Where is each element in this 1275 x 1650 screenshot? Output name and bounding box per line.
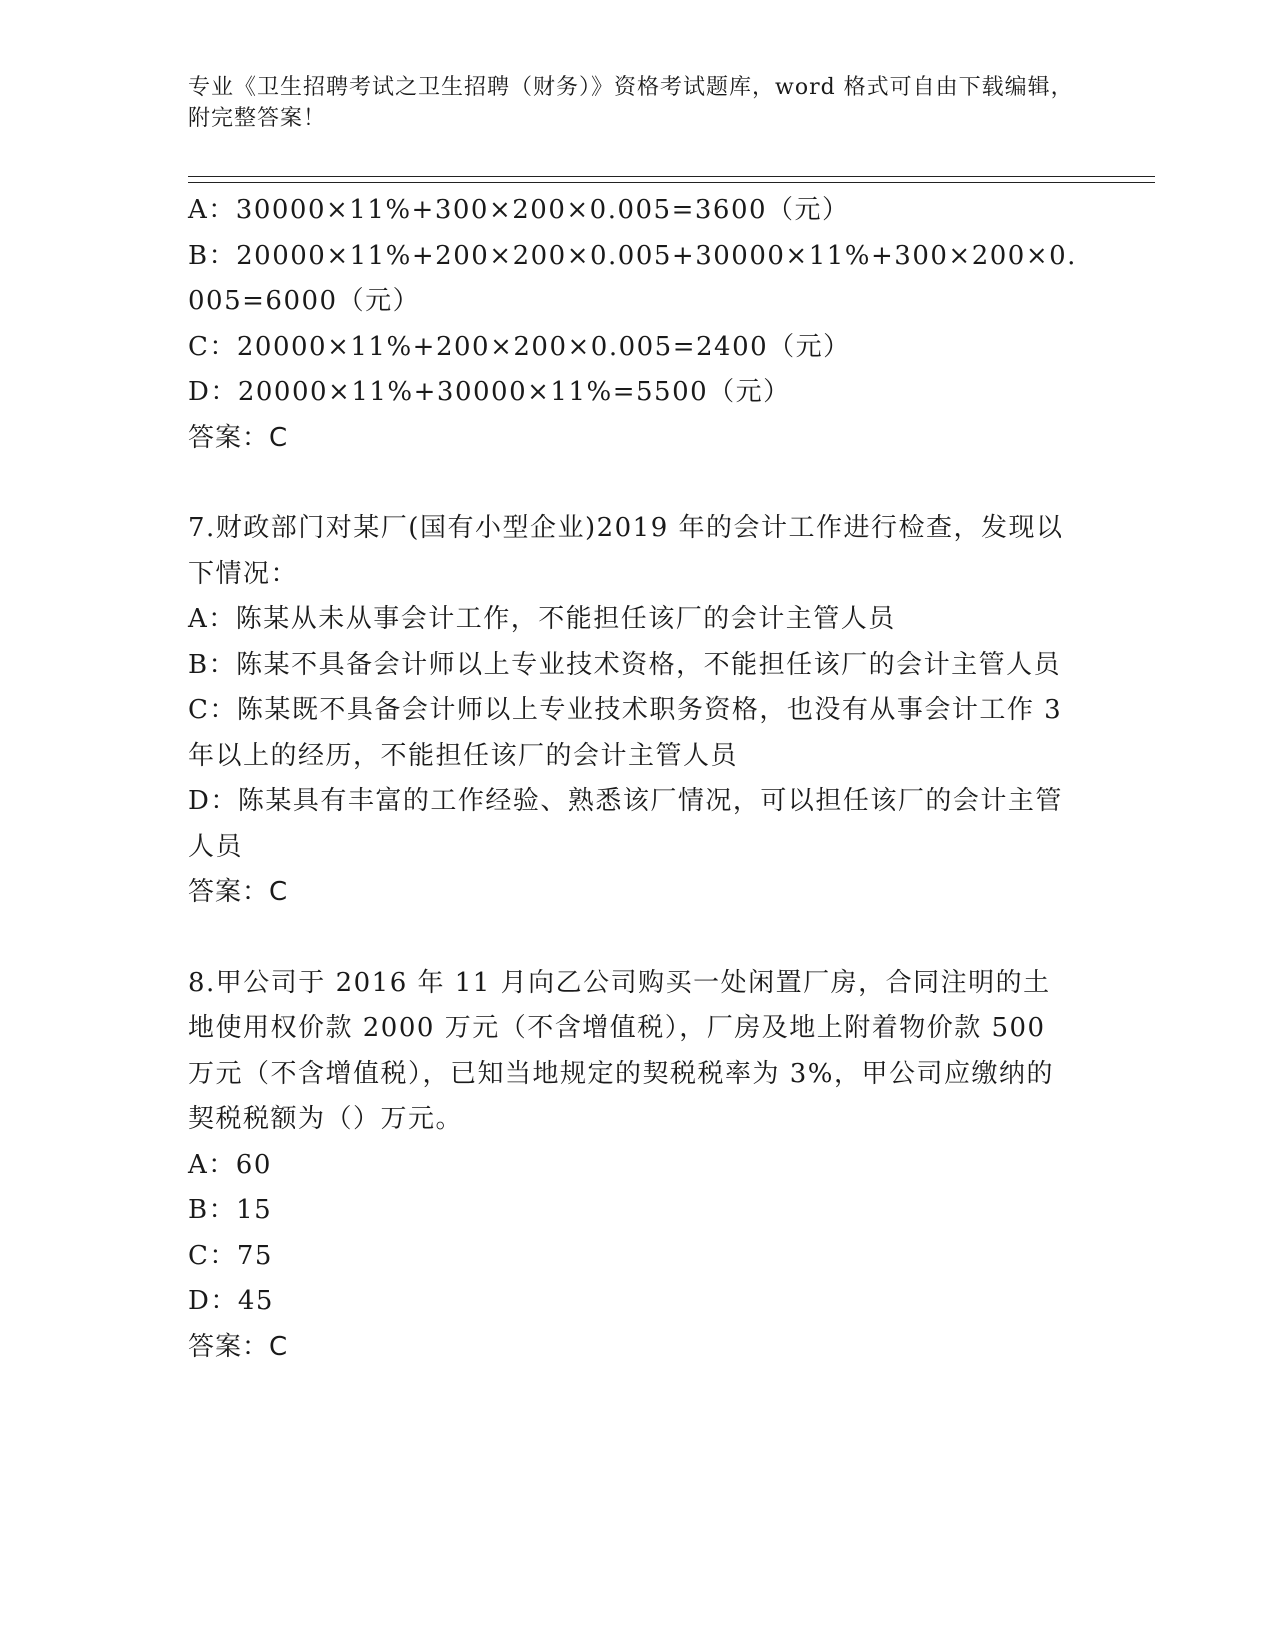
spacer (188, 916, 1078, 961)
question-6 (188, 188, 1078, 461)
q6-option-c: C：20000×11%+200×200×0.005=2400（元） (188, 331, 851, 362)
q8-answer: 答案：C (188, 1331, 289, 1362)
document-header: 专业《卫生招聘考试之卫生招聘（财务）》资格考试题库，word 格式可自由下载编辑，附完整答案！ (188, 75, 1074, 131)
q7-option-c: C：陈某既不具备会计师以上专业技术职务资格，也没有从事会计工作 3 年以上的经历，不能担任该厂的会计主管人员 (188, 695, 1063, 771)
q7-option-b: B：陈某不具备会计师以上专业技术资格，不能担任该厂的会计主管人员 (188, 649, 1062, 680)
q8-option-a: A：60 (188, 1149, 272, 1180)
document-body (188, 188, 1078, 1370)
q6-option-b: B：20000×11%+200×200×0.005+30000×11%+300×200×0.005=6000（元） (188, 240, 1077, 316)
q8-option-c: C：75 (188, 1240, 273, 1271)
header-divider (188, 176, 1155, 183)
q7-option-a: A：陈某从未从事会计工作，不能担任该厂的会计主管人员 (188, 604, 896, 634)
spacer (188, 461, 1078, 506)
q7-answer: 答案：C (188, 877, 289, 907)
q6-answer: 答案：C (188, 422, 289, 453)
q6-option-a: A：30000×11%+300×200×0.005=3600（元） (188, 195, 850, 225)
question-7 (188, 506, 1078, 916)
q6-option-d: D：20000×11%+30000×11%=5500（元） (188, 377, 791, 407)
question-8 (188, 961, 1078, 1371)
q8-stem: 8.甲公司于 2016 年 11 月向乙公司购买一处闲置厂房，合同注明的土地使用权价款 2000 万元（不含增值税），厂房及地上附着物价款 500 万元（不含增值税），已知当地规定的契税税率为 3%，甲公司应缴纳的契税税额为（）万元。 (188, 967, 1055, 1134)
q8-option-b: B：15 (188, 1195, 273, 1225)
q7-option-d: D：陈某具有丰富的工作经验、熟悉该厂情况，可以担任该厂的会计主管人员 (188, 786, 1063, 862)
q8-option-d: D：45 (188, 1286, 274, 1316)
q7-stem: 7.财政部门对某厂(国有小型企业)2019 年的会计工作进行检查，发现以下情况： (188, 513, 1064, 589)
